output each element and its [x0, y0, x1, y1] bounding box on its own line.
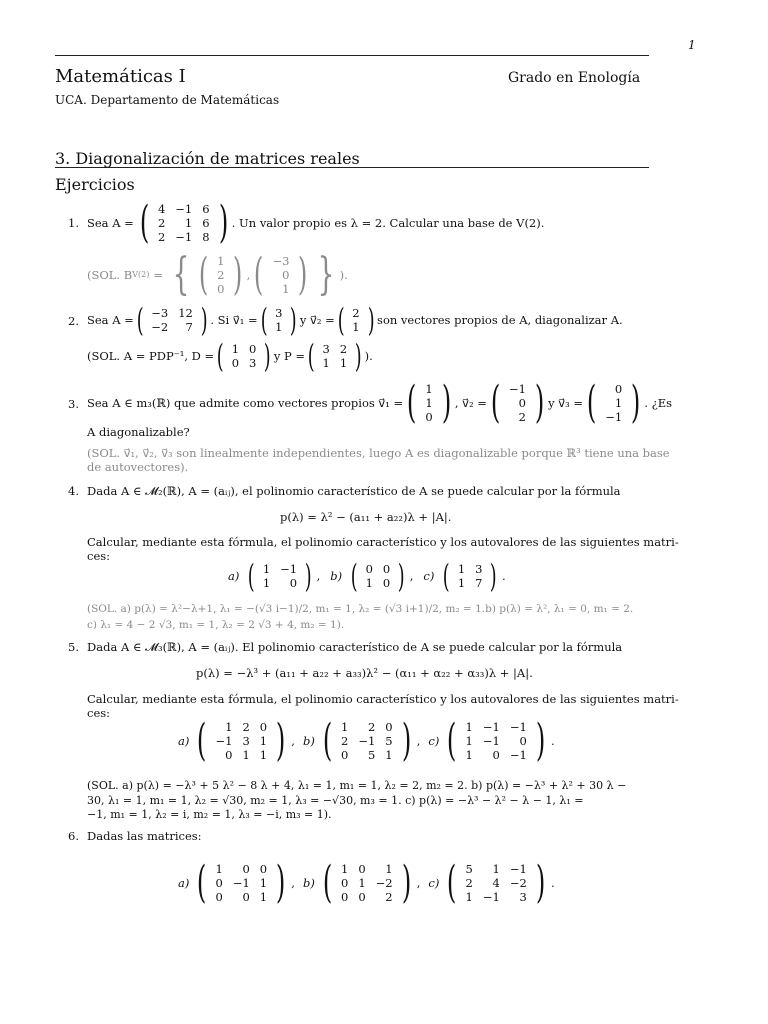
paren-right: ) — [233, 249, 243, 300]
matrix-entry: 0 — [259, 720, 268, 734]
matrix-entry: 2 — [385, 890, 393, 904]
paren-left: ( — [139, 197, 150, 248]
matrix-entry: 6 — [202, 216, 210, 230]
matrix-entry: 1 — [259, 734, 268, 748]
matrix-entry: 0 — [340, 890, 349, 904]
matrix-entry: 0 — [365, 562, 373, 576]
matrix-entry: −1 — [482, 720, 500, 734]
matrix-entry: 0 — [519, 734, 527, 748]
ex2-sol-post: ). — [364, 349, 373, 363]
matrix-entry: 1 — [614, 396, 623, 410]
ex4-matrix-b — [361, 562, 396, 590]
paren-left: ( — [198, 249, 209, 300]
matrix-entry: 2 — [339, 342, 348, 356]
matrix-entry: −1 — [358, 734, 376, 748]
ex5-line3: ces: — [87, 706, 111, 720]
matrix-entry: 0 — [289, 576, 298, 590]
matrix-entry: −3 — [272, 254, 290, 268]
ex4-matrices — [228, 557, 506, 595]
paren-right: ) — [200, 301, 208, 339]
matrix-entry: 7 — [185, 320, 193, 334]
matrix-entry: 0 — [242, 890, 250, 904]
paren-right: ) — [631, 377, 641, 428]
ex4-matrix-a — [258, 562, 302, 590]
comma: , — [409, 569, 414, 583]
ex2-mid1: . Si v⃗₁ = — [210, 313, 258, 327]
ex5-line1: Dada A ∈ 𝓜₃(ℝ), A = (aᵢⱼ). El polinomio característico de A se puede calcular por la fórmula — [87, 640, 623, 654]
matrix-entry: 1 — [492, 862, 500, 876]
ex2-mid2: y v⃗₂ = — [299, 313, 335, 327]
ex1-number: 1. — [68, 216, 79, 230]
paren-right: ) — [534, 377, 545, 428]
ex5-sol3: −1, m₁ = 1, λ₂ = i, m₂ = 1, λ₃ = −i, m₃ = 1). — [87, 808, 332, 821]
paren-left: ( — [260, 301, 268, 339]
matrix-entry: −1 — [509, 720, 527, 734]
matrix-entry: 2 — [157, 230, 166, 244]
matrix-entry: −1 — [482, 890, 500, 904]
paren-left: ( — [322, 857, 333, 908]
ex1-sol-v2 — [267, 254, 294, 296]
matrix-entry: 1 — [259, 748, 268, 762]
matrix-entry: 1 — [259, 890, 268, 904]
ex1-statement — [87, 197, 545, 248]
ex4-matrix-c — [453, 562, 488, 590]
matrix-entry: 7 — [475, 576, 483, 590]
paren-left: ( — [447, 857, 457, 908]
ex3-v2 — [504, 382, 531, 424]
brace-right: } — [317, 249, 334, 300]
ex5-sol1: (SOL. a) p(λ) = −λ³ + 5 λ² − 8 λ + 4, λ₁ = 1, m₁ = 1, λ₂ = 2, m₂ = 2. b) p(λ) = −λ³ + λ² + 30 λ − — [87, 779, 627, 792]
comma: , — [416, 734, 421, 748]
ex5-sol2: 30, λ₁ = 1, m₁ = 1, λ₂ = √30, m₂ = 1, λ₃ = −√30, m₃ = 1. c) p(λ) = −λ³ − λ² − λ − 1, λ₁ = — [87, 794, 584, 807]
matrix-entry: 4 — [492, 876, 500, 890]
matrix-entry: 0 — [242, 862, 250, 876]
paren-right: ) — [535, 715, 546, 766]
ex2-pre: Sea A = — [87, 313, 134, 327]
matrix-entry: 0 — [382, 576, 391, 590]
ex1-sol-post: ). — [339, 268, 348, 282]
matrix-entry: 2 — [465, 876, 473, 890]
ex1-sol-sub: V(2) — [132, 270, 150, 279]
matrix-entry: 1 — [262, 576, 271, 590]
matrix-entry: 5 — [367, 748, 376, 762]
matrix-entry: −3 — [151, 306, 169, 320]
matrix-entry: −1 — [175, 230, 193, 244]
ex2-matrix — [146, 306, 198, 334]
ex2-v1 — [270, 306, 287, 334]
ex2-number: 2. — [68, 314, 79, 328]
matrix-entry: 0 — [249, 342, 257, 356]
ex4-line2: Calcular, mediante esta fórmula, el polinomio característico y los autovalores de las siguientes matri- — [87, 535, 679, 549]
ex2-sol-mid: y P = — [273, 349, 306, 363]
ex3-mid2: y v⃗₃ = — [548, 396, 584, 410]
matrix-entry: 1 — [275, 320, 283, 334]
matrix-entry: 8 — [202, 230, 210, 244]
ex4-formula: p(λ) = λ² − (a₁₁ + a₂₂)λ + |A|. — [280, 510, 452, 524]
ex3-v1 — [420, 382, 437, 424]
paren-left: ( — [490, 377, 501, 428]
paren-right: ) — [275, 715, 286, 766]
matrix-entry: 2 — [340, 734, 349, 748]
department: UCA. Departamento de Matemáticas — [55, 93, 280, 107]
ex5-label-c: c) — [428, 734, 440, 748]
paren-right: ) — [298, 249, 308, 300]
comma: , — [246, 268, 251, 282]
ex3-number: 3. — [68, 397, 79, 411]
matrix-entry: −1 — [175, 202, 193, 216]
ex1-sol-v1 — [212, 254, 229, 296]
paren-right: ) — [367, 301, 375, 339]
matrix-entry: −1 — [232, 876, 250, 890]
ex4-label-c: c) — [423, 569, 435, 583]
matrix-entry: 0 — [385, 720, 393, 734]
matrix-entry: −1 — [280, 562, 298, 576]
matrix-entry: 1 — [282, 282, 290, 296]
matrix-entry: −1 — [215, 734, 233, 748]
matrix-entry: 0 — [518, 396, 526, 410]
matrix-entry: 2 — [242, 720, 250, 734]
matrix-entry: 0 — [215, 890, 223, 904]
ex5-matrices — [178, 715, 555, 766]
matrix-entry: 3 — [322, 342, 330, 356]
matrix-entry: 2 — [157, 216, 166, 230]
matrix-entry: 1 — [465, 734, 473, 748]
matrix-entry: 0 — [340, 876, 349, 890]
matrix-entry: 1 — [425, 396, 433, 410]
degree-name: Grado en Enología — [508, 70, 641, 86]
ex2-statement — [87, 301, 623, 339]
matrix-entry: 4 — [157, 202, 166, 216]
matrix-entry: 1 — [259, 876, 268, 890]
ex2-sol-pre: (SOL. A = PDP⁻¹, D = — [87, 349, 215, 363]
ex5-number: 5. — [68, 640, 79, 654]
ex2-solution — [87, 337, 373, 375]
ex6-number: 6. — [68, 829, 79, 843]
matrix-entry: −1 — [482, 734, 500, 748]
section-rule — [55, 167, 649, 168]
period: . — [501, 569, 506, 583]
paren-left: ( — [443, 557, 451, 595]
section-subtitle: Ejercicios — [55, 175, 135, 194]
ex5-line2: Calcular, mediante esta fórmula, el polinomio característico y los autovalores de las siguientes matri- — [87, 692, 679, 706]
matrix-entry: 2 — [352, 306, 360, 320]
ex4-line1: Dada A ∈ 𝓜₂(ℝ), A = (aᵢⱼ), el polinomio característico de A se puede calcular por la fórmula — [87, 484, 621, 498]
matrix-entry: 0 — [217, 282, 225, 296]
paren-left: ( — [136, 301, 144, 339]
paren-left: ( — [586, 377, 597, 428]
ex4-label-b: b) — [330, 569, 343, 583]
ex4-sol1: (SOL. a) p(λ) = λ²−λ+1, λ₁ = −(√3 i−1)/2, m₁ = 1, λ₂ = (√3 i+1)/2, m₂ = 1.b) p(λ) = λ², λ₁ = 0, m₁ = 2. — [87, 603, 634, 615]
matrix-entry: −2 — [509, 876, 527, 890]
ex6-matrices — [178, 857, 555, 908]
matrix-entry: 2 — [518, 410, 526, 424]
matrix-entry: 1 — [231, 342, 240, 356]
paren-left: ( — [217, 337, 224, 375]
ex6-label-c: c) — [428, 876, 440, 890]
matrix-entry: 1 — [262, 562, 271, 576]
ex1-matrix — [153, 202, 215, 244]
paren-right: ) — [441, 377, 451, 428]
comma: , — [416, 876, 421, 890]
paren-right: ) — [218, 197, 228, 248]
ex4-sol2: c) λ₁ = 4 − 2 √3, m₁ = 1, λ₂ = 2 √3 + 4, m₂ = 1). — [87, 619, 345, 631]
paren-left: ( — [248, 557, 256, 595]
matrix-entry: 1 — [322, 356, 330, 370]
ex6-matrix-a — [211, 862, 273, 904]
matrix-entry: 1 — [225, 720, 233, 734]
matrix-entry: 1 — [457, 576, 466, 590]
matrix-entry: 0 — [259, 862, 268, 876]
paren-right: ) — [490, 557, 498, 595]
ex5-matrix-c — [461, 720, 532, 762]
paren-right: ) — [401, 715, 411, 766]
matrix-entry: −1 — [509, 862, 527, 876]
matrix-entry: 3 — [275, 306, 283, 320]
paren-right: ) — [275, 857, 286, 908]
ex6-matrix-c — [461, 862, 532, 904]
matrix-entry: 0 — [492, 748, 500, 762]
ex2-D — [227, 342, 262, 370]
period: . — [550, 734, 555, 748]
matrix-entry: 3 — [475, 562, 483, 576]
ex3-statement — [87, 377, 673, 428]
paren-left: ( — [254, 249, 264, 300]
ex1-sol-pre: (SOL. B — [87, 268, 133, 282]
ex6-line1: Dadas las matrices: — [87, 829, 202, 843]
matrix-entry: −1 — [509, 748, 527, 762]
ex2-v2 — [347, 306, 364, 334]
matrix-entry: 1 — [184, 216, 193, 230]
ex1-sol-eq: = — [153, 268, 163, 282]
paren-left: ( — [407, 377, 417, 428]
matrix-entry: 0 — [231, 356, 240, 370]
paren-left: ( — [307, 337, 315, 375]
matrix-entry: 6 — [202, 202, 210, 216]
matrix-entry: 0 — [358, 890, 366, 904]
ex3-sol2: de autovectores). — [87, 460, 189, 474]
ex6-label-b: b) — [302, 876, 315, 890]
matrix-entry: 3 — [519, 890, 527, 904]
paren-right: ) — [535, 857, 546, 908]
paren-right: ) — [401, 857, 411, 908]
matrix-entry: −2 — [151, 320, 169, 334]
paren-right: ) — [398, 557, 405, 595]
matrix-entry: 0 — [215, 876, 223, 890]
ex3-pre: Sea A ∈ m₃(ℝ) que admite como vectores propios v⃗₁ = — [87, 396, 404, 410]
matrix-entry: 0 — [340, 748, 349, 762]
matrix-entry: 1 — [340, 720, 349, 734]
ex3-post: . ¿Es — [644, 396, 673, 410]
brace-left: { — [172, 249, 190, 300]
matrix-entry: 5 — [385, 734, 393, 748]
ex2-P — [318, 342, 353, 370]
ex5-matrix-a — [211, 720, 273, 762]
ex5-label-b: b) — [302, 734, 315, 748]
matrix-entry: 1 — [340, 862, 349, 876]
paren-left: ( — [447, 715, 457, 766]
matrix-entry: 0 — [225, 748, 233, 762]
matrix-entry: 1 — [358, 876, 366, 890]
paren-right: ) — [290, 301, 298, 339]
matrix-entry: 0 — [614, 382, 623, 396]
matrix-entry: −1 — [605, 410, 623, 424]
ex3-mid1: , v⃗₂ = — [454, 396, 487, 410]
ex5-label-a: a) — [178, 734, 190, 748]
ex4-label-a: a) — [228, 569, 240, 583]
matrix-entry: −1 — [509, 382, 526, 396]
paren-right: ) — [354, 337, 362, 375]
comma: , — [316, 569, 321, 583]
paren-left: ( — [197, 715, 207, 766]
ex5-matrix-b — [336, 720, 398, 762]
matrix-entry: 1 — [352, 320, 360, 334]
matrix-entry: 2 — [367, 720, 376, 734]
course-title: Matemáticas I — [55, 66, 186, 87]
matrix-entry: 0 — [282, 268, 290, 282]
matrix-entry: 0 — [382, 562, 391, 576]
comma: , — [291, 876, 295, 890]
matrix-entry: 1 — [425, 382, 433, 396]
matrix-entry: 1 — [385, 748, 393, 762]
period: . — [550, 876, 555, 890]
ex4-number: 4. — [68, 484, 79, 498]
matrix-entry: 1 — [217, 254, 225, 268]
matrix-entry: −2 — [375, 876, 393, 890]
matrix-entry: 3 — [249, 356, 257, 370]
matrix-entry: 12 — [178, 306, 193, 320]
section-title: 3. Diagonalización de matrices reales — [55, 149, 360, 168]
ex3-v3 — [600, 382, 627, 424]
ex1-post: . Un valor propio es λ = 2. Calcular una base de V(2). — [231, 216, 545, 230]
matrix-entry: 1 — [385, 862, 393, 876]
matrix-entry: 1 — [465, 890, 473, 904]
ex6-matrix-b — [336, 862, 398, 904]
page-number: 1 — [688, 38, 696, 52]
ex3-sol1: (SOL. v⃗₁, v⃗₂, v⃗₃ son linealmente independientes, luego A es diagonalizable porque ℝ³ tiene una base — [87, 446, 670, 460]
matrix-entry: 1 — [465, 748, 473, 762]
ex4-line3: ces: — [87, 549, 111, 563]
matrix-entry: 1 — [242, 748, 250, 762]
header-rule — [55, 55, 649, 56]
matrix-entry: 0 — [425, 410, 433, 424]
ex5-formula: p(λ) = −λ³ + (a₁₁ + a₂₂ + a₃₃)λ² − (α₁₁ + α₂₂ + α₃₃)λ + |A|. — [196, 666, 533, 680]
paren-left: ( — [350, 557, 358, 595]
matrix-entry: 1 — [365, 576, 373, 590]
matrix-entry: 1 — [215, 862, 223, 876]
ex6-label-a: a) — [178, 876, 190, 890]
ex1-solution — [87, 249, 348, 300]
paren-right: ) — [304, 557, 312, 595]
ex3-line2: A diagonalizable? — [87, 425, 190, 439]
paren-left: ( — [197, 857, 207, 908]
comma: , — [291, 734, 295, 748]
matrix-entry: 1 — [457, 562, 466, 576]
matrix-entry: 2 — [217, 268, 225, 282]
matrix-entry: 5 — [465, 862, 473, 876]
matrix-entry: 0 — [358, 862, 366, 876]
paren-left: ( — [337, 301, 345, 339]
ex2-post: son vectores propios de A, diagonalizar A. — [377, 313, 623, 327]
paren-right: ) — [264, 337, 272, 375]
paren-left: ( — [322, 715, 333, 766]
matrix-entry: 3 — [242, 734, 250, 748]
ex1-pre: Sea A = — [87, 216, 134, 230]
matrix-entry: 1 — [339, 356, 348, 370]
matrix-entry: 1 — [465, 720, 473, 734]
